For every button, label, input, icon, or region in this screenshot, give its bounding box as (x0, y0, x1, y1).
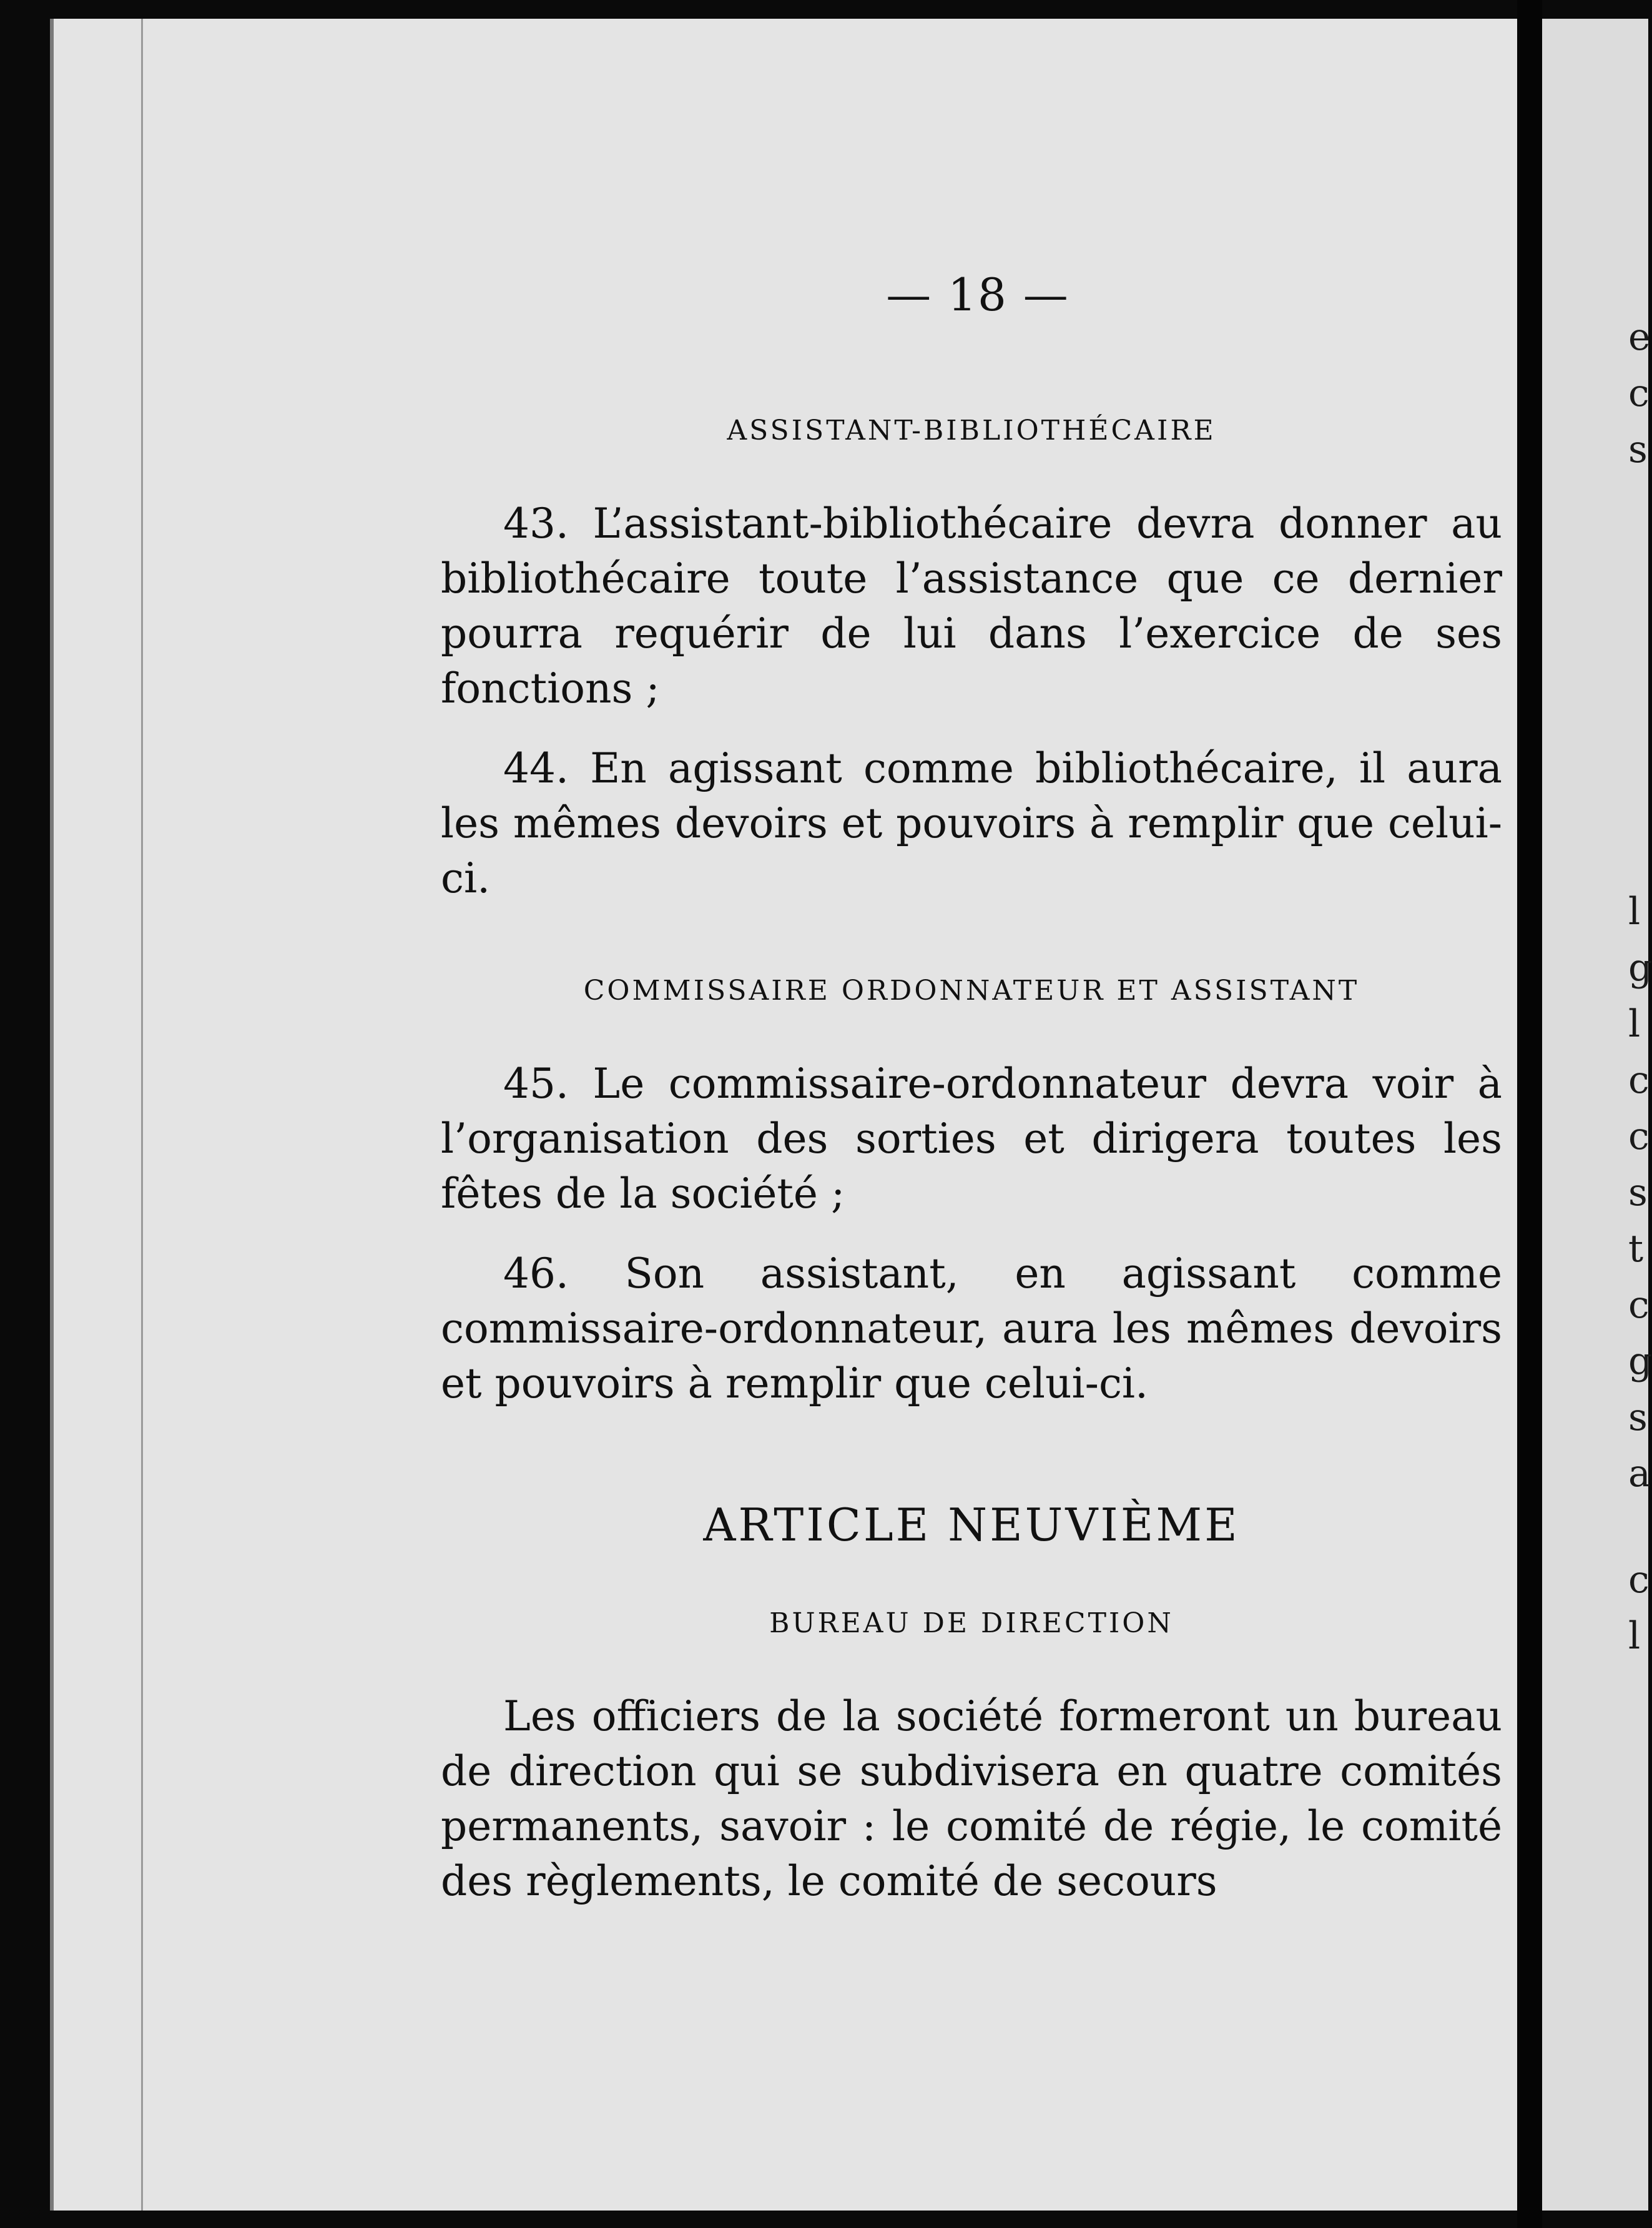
edge-letter: c (1628, 1558, 1650, 1602)
edge-letter: e (1628, 315, 1651, 359)
section-heading-commissaire-ordonnateur: COMMISSAIRE ORDONNATEUR ET ASSISTANT (583, 975, 1360, 1007)
edge-letter: s (1628, 1171, 1648, 1215)
edge-letter: s (1628, 1396, 1648, 1439)
edge-letter: g (1628, 946, 1652, 990)
paragraph-43: 43. L’assistant-bibliothécaire devra donner au bibliothécaire toute l’assistance que ce dernier pourra requérir de lui dans l’exercice de ses fonctions ; (441, 500, 1502, 712)
edge-letter: g (1628, 1339, 1652, 1383)
paragraph-44: 44. En agissant comme bibliothécaire, il aura les mêmes devoirs et pouvoirs à remplir que celui-ci. (441, 744, 1502, 902)
left-page (50, 19, 1517, 2211)
paragraph-46: 46. Son assistant, en agissant comme commissaire-ordonnateur, aura les mêmes devoirs et pouvoirs à remplir que celui-ci. (441, 1250, 1502, 1407)
edge-letter: s (1628, 428, 1648, 471)
edge-letter: l (1628, 1002, 1641, 1046)
edge-letter: c (1628, 1058, 1650, 1102)
page-content (441, 269, 1502, 1934)
article-paragraph: Les officiers de la société formeront un bureau de direction qui se subdivisera en quatre comités permanents, savoir : le comité de régie, le comité des règlements, le comité de secours (441, 1692, 1502, 1905)
edge-letter: t (1628, 1227, 1644, 1271)
book-gutter (1517, 0, 1542, 2228)
section-heading-assistant-bibliothecaire: ASSISTANT-BIBLIOTHÉCAIRE (727, 415, 1216, 446)
edge-letter: l (1628, 890, 1641, 934)
edge-letter: c (1628, 1115, 1650, 1158)
edge-letter: a (1628, 1452, 1651, 1496)
page-number: — 18 — (886, 269, 1069, 321)
facing-page-edge (1542, 19, 1652, 2211)
edge-letter: c (1628, 372, 1650, 415)
edge-letter: c (1628, 1283, 1650, 1327)
article-subheading: BUREAU DE DIRECTION (769, 1607, 1174, 1639)
article-title: ARTICLE NEUVIÈME (703, 1499, 1240, 1551)
paragraph-45: 45. Le commissaire-ordonnateur devra voir à l’organisation des sorties et dirigera toutes les fêtes de la société ; (441, 1060, 1502, 1218)
edge-letter: l (1628, 1614, 1641, 1658)
